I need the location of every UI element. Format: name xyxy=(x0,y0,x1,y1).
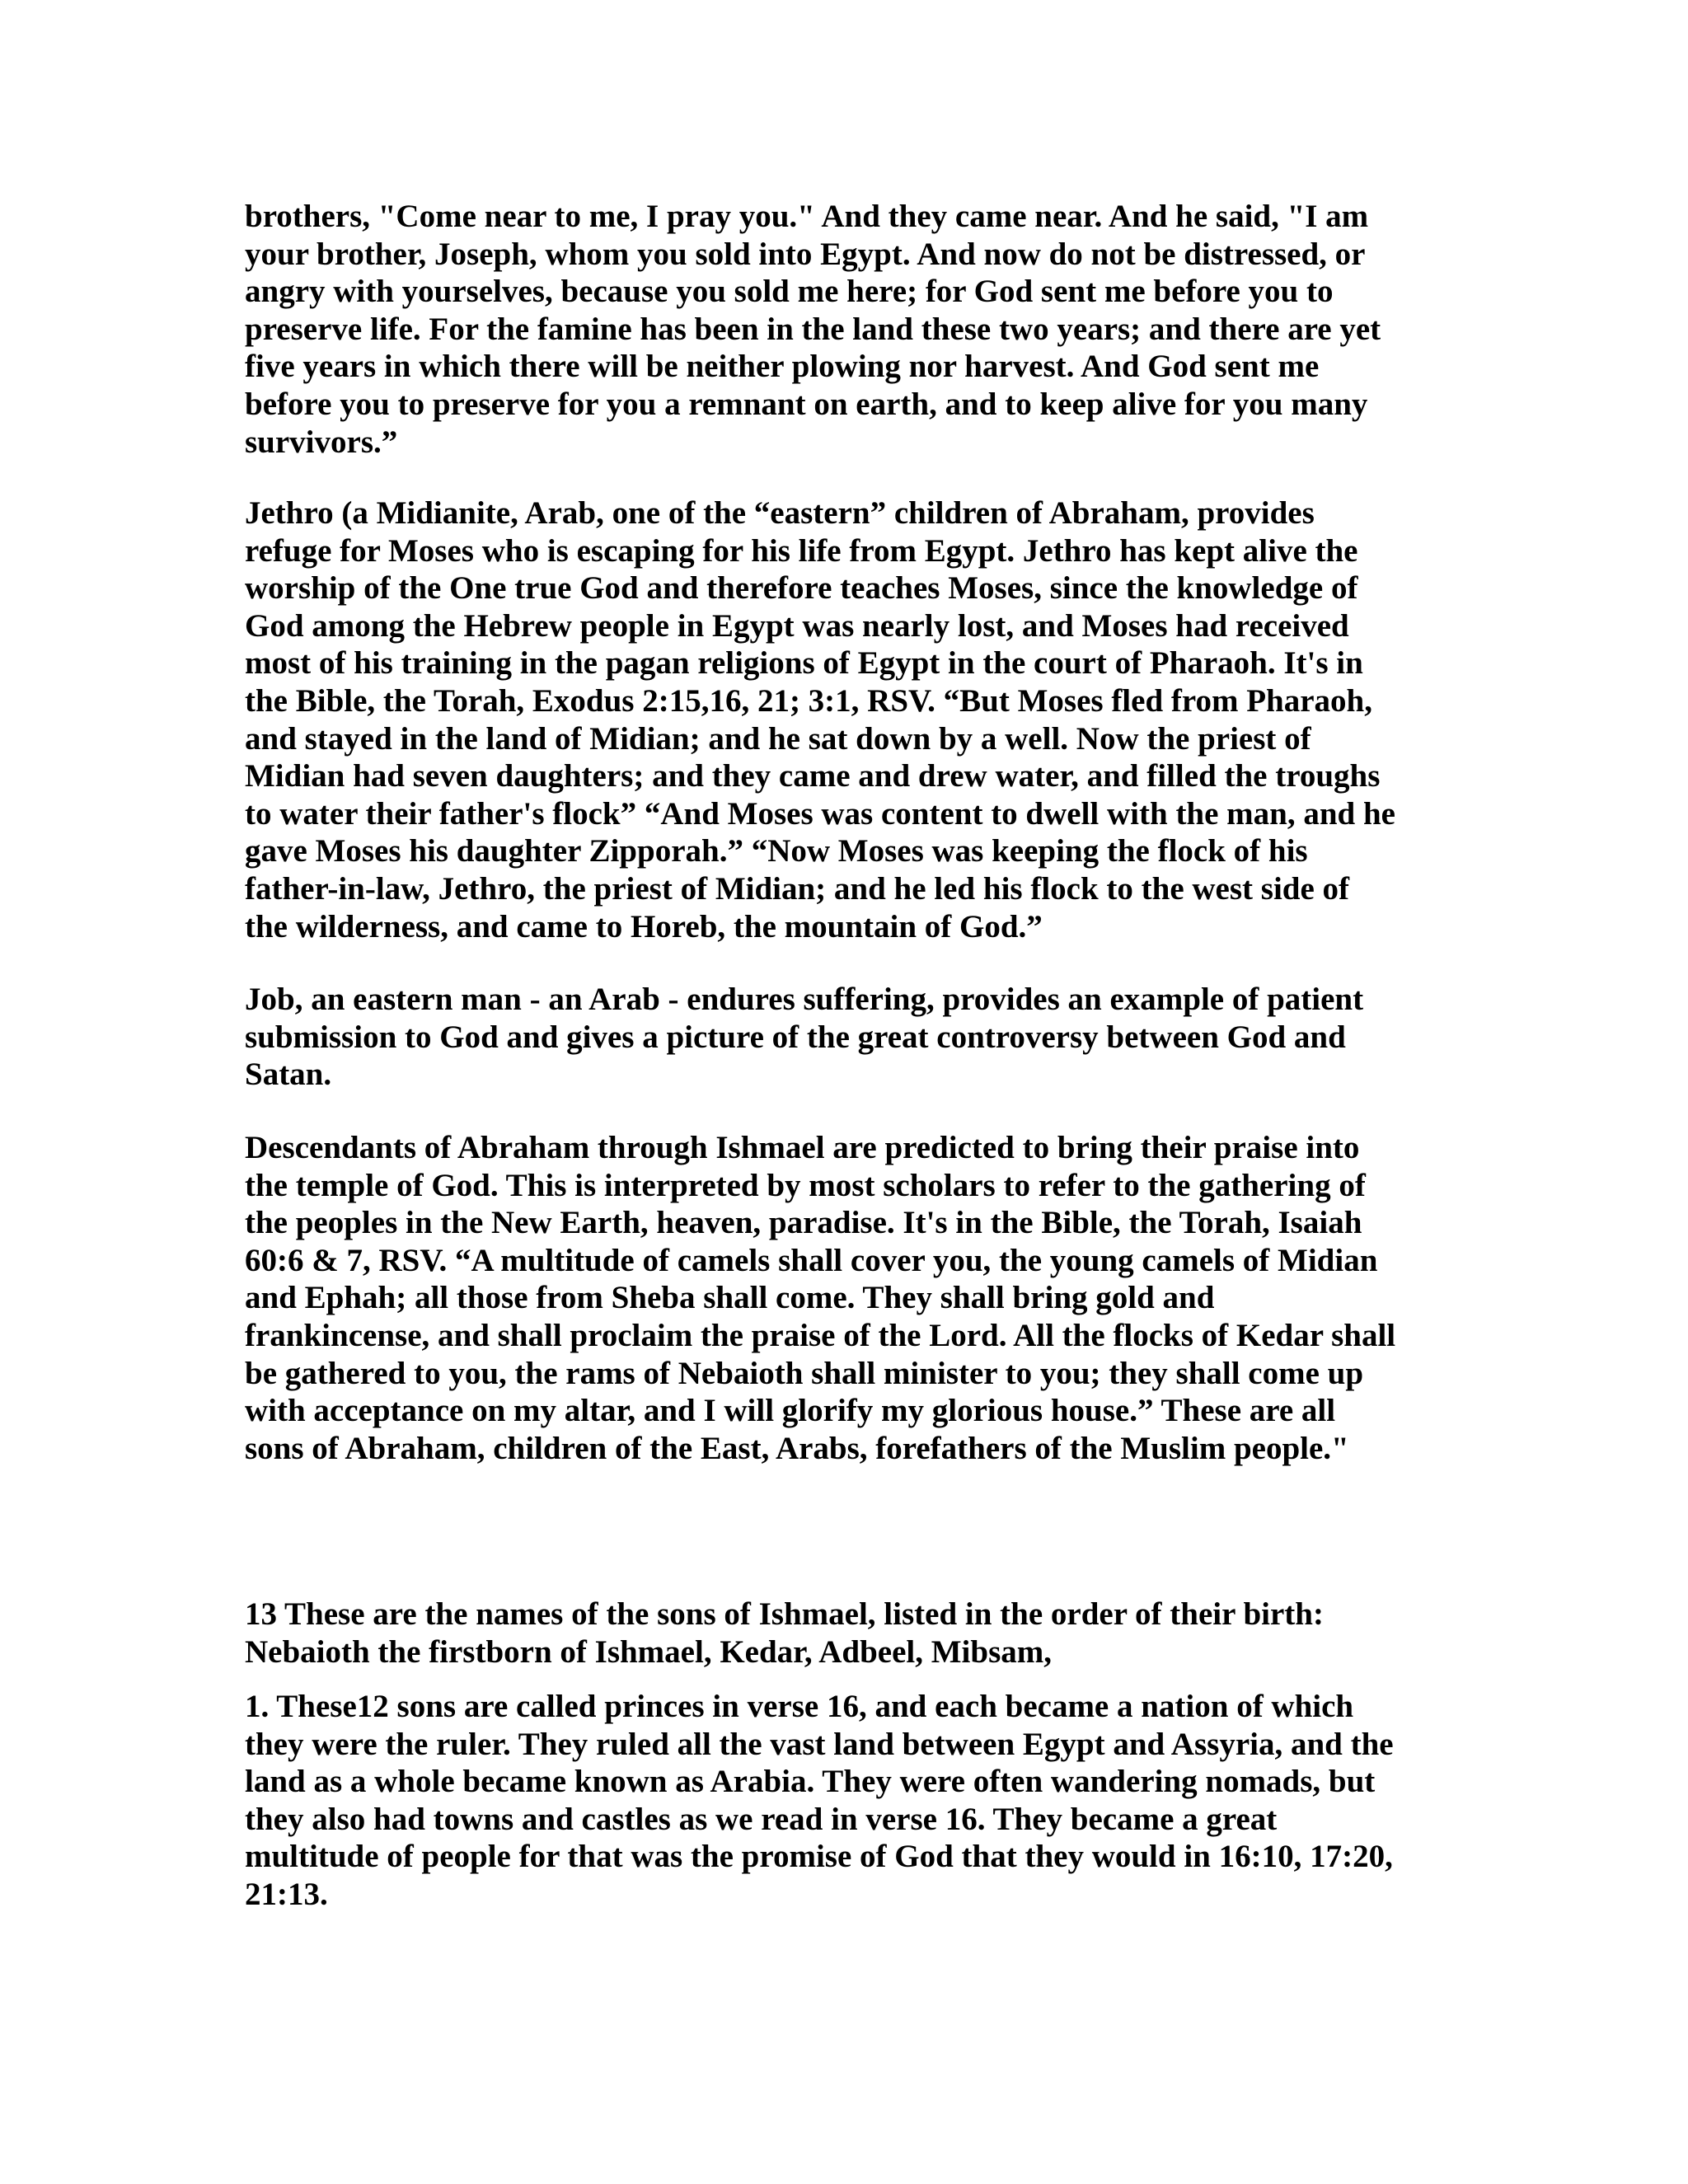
paragraph-joseph-quote: brothers, "Come near to me, I pray you." And they came near. And he said, "I am your brother, Joseph, whom you sold into Egypt. And now do not be distressed, or angry with yourselves, because you sold me here; for God sent me before you to preserve life. For the famine has been in the land these two years; and there are yet five years in which there will be neither plowing nor harvest. And God sent me before you to preserve for you a remnant on earth, and to keep alive for you many survivors.” xyxy=(245,199,1381,460)
paragraph-note-1: 1. These12 sons are called princes in verse 16, and each became a nation of which they were the ruler. They ruled all the vast land between Egypt and Assyria, and the land as a whole became known as Arabia. They were often wandering nomads, but they also had towns and castles as we read in verse 16. They became a great multitude of people for that was the promise of God that they would in 16:10, 17:20, 21:13. xyxy=(245,1689,1394,1912)
paragraph-job: Job, an eastern man - an Arab - endures suffering, provides an example of patient submission to God and gives a picture of the great controversy between God and Satan. xyxy=(245,982,1364,1093)
paragraph-jethro: Jethro (a Midianite, Arab, one of the “eastern” children of Abraham, provides refuge for Moses who is escaping for his life from Egypt. Jethro has kept alive the worship of the One true God and therefore teaches Moses, since the knowledge of God among the Hebrew people in Egypt was nearly lost, and Moses had received most of his training in the pagan religions of Egypt in the court of Pharaoh. It's in the Bible, the Torah, Exodus 2:15,16, 21; 3:1, RSV. “But Moses fled from Pharaoh, and stayed in the land of Midian; and he sat down by a well. Now the priest of Midian had seven daughters; and they came and drew water, and filled the troughs to water their father's flock” “And Moses was content to dwell with the man, and he gave Moses his daughter Zipporah.” “Now Moses was keeping the flock of his father-in-law, Jethro, the priest of Midian; and he led his flock to the west side of the wilderness, and came to Horeb, the mountain of God.” xyxy=(245,495,1395,944)
paragraph-descendants: Descendants of Abraham through Ishmael are predicted to bring their praise into the temple of God. This is interpreted by most scholars to refer to the gathering of the peoples in the New Earth, heaven, paradise. It's in the Bible, the Torah, Isaiah 60:6 & 7, RSV. “A multitude of camels shall cover you, the young camels of Midian and Ephah; all those from Sheba shall come. They shall bring gold and frankincense, and shall proclaim the praise of the Lord. All the flocks of Kedar shall be gathered to you, the rams of Nebaioth shall minister to you; they shall come up with acceptance on my altar, and I will glorify my glorious house.” These are all sons of Abraham, children of the East, Arabs, forefathers of the Muslim people." xyxy=(245,1130,1396,1466)
paragraph-verse-13: 13 These are the names of the sons of Ishmael, listed in the order of their birth: Nebaioth the firstborn of Ishmael, Kedar, Adbeel, Mibsam, xyxy=(245,1596,1324,1670)
